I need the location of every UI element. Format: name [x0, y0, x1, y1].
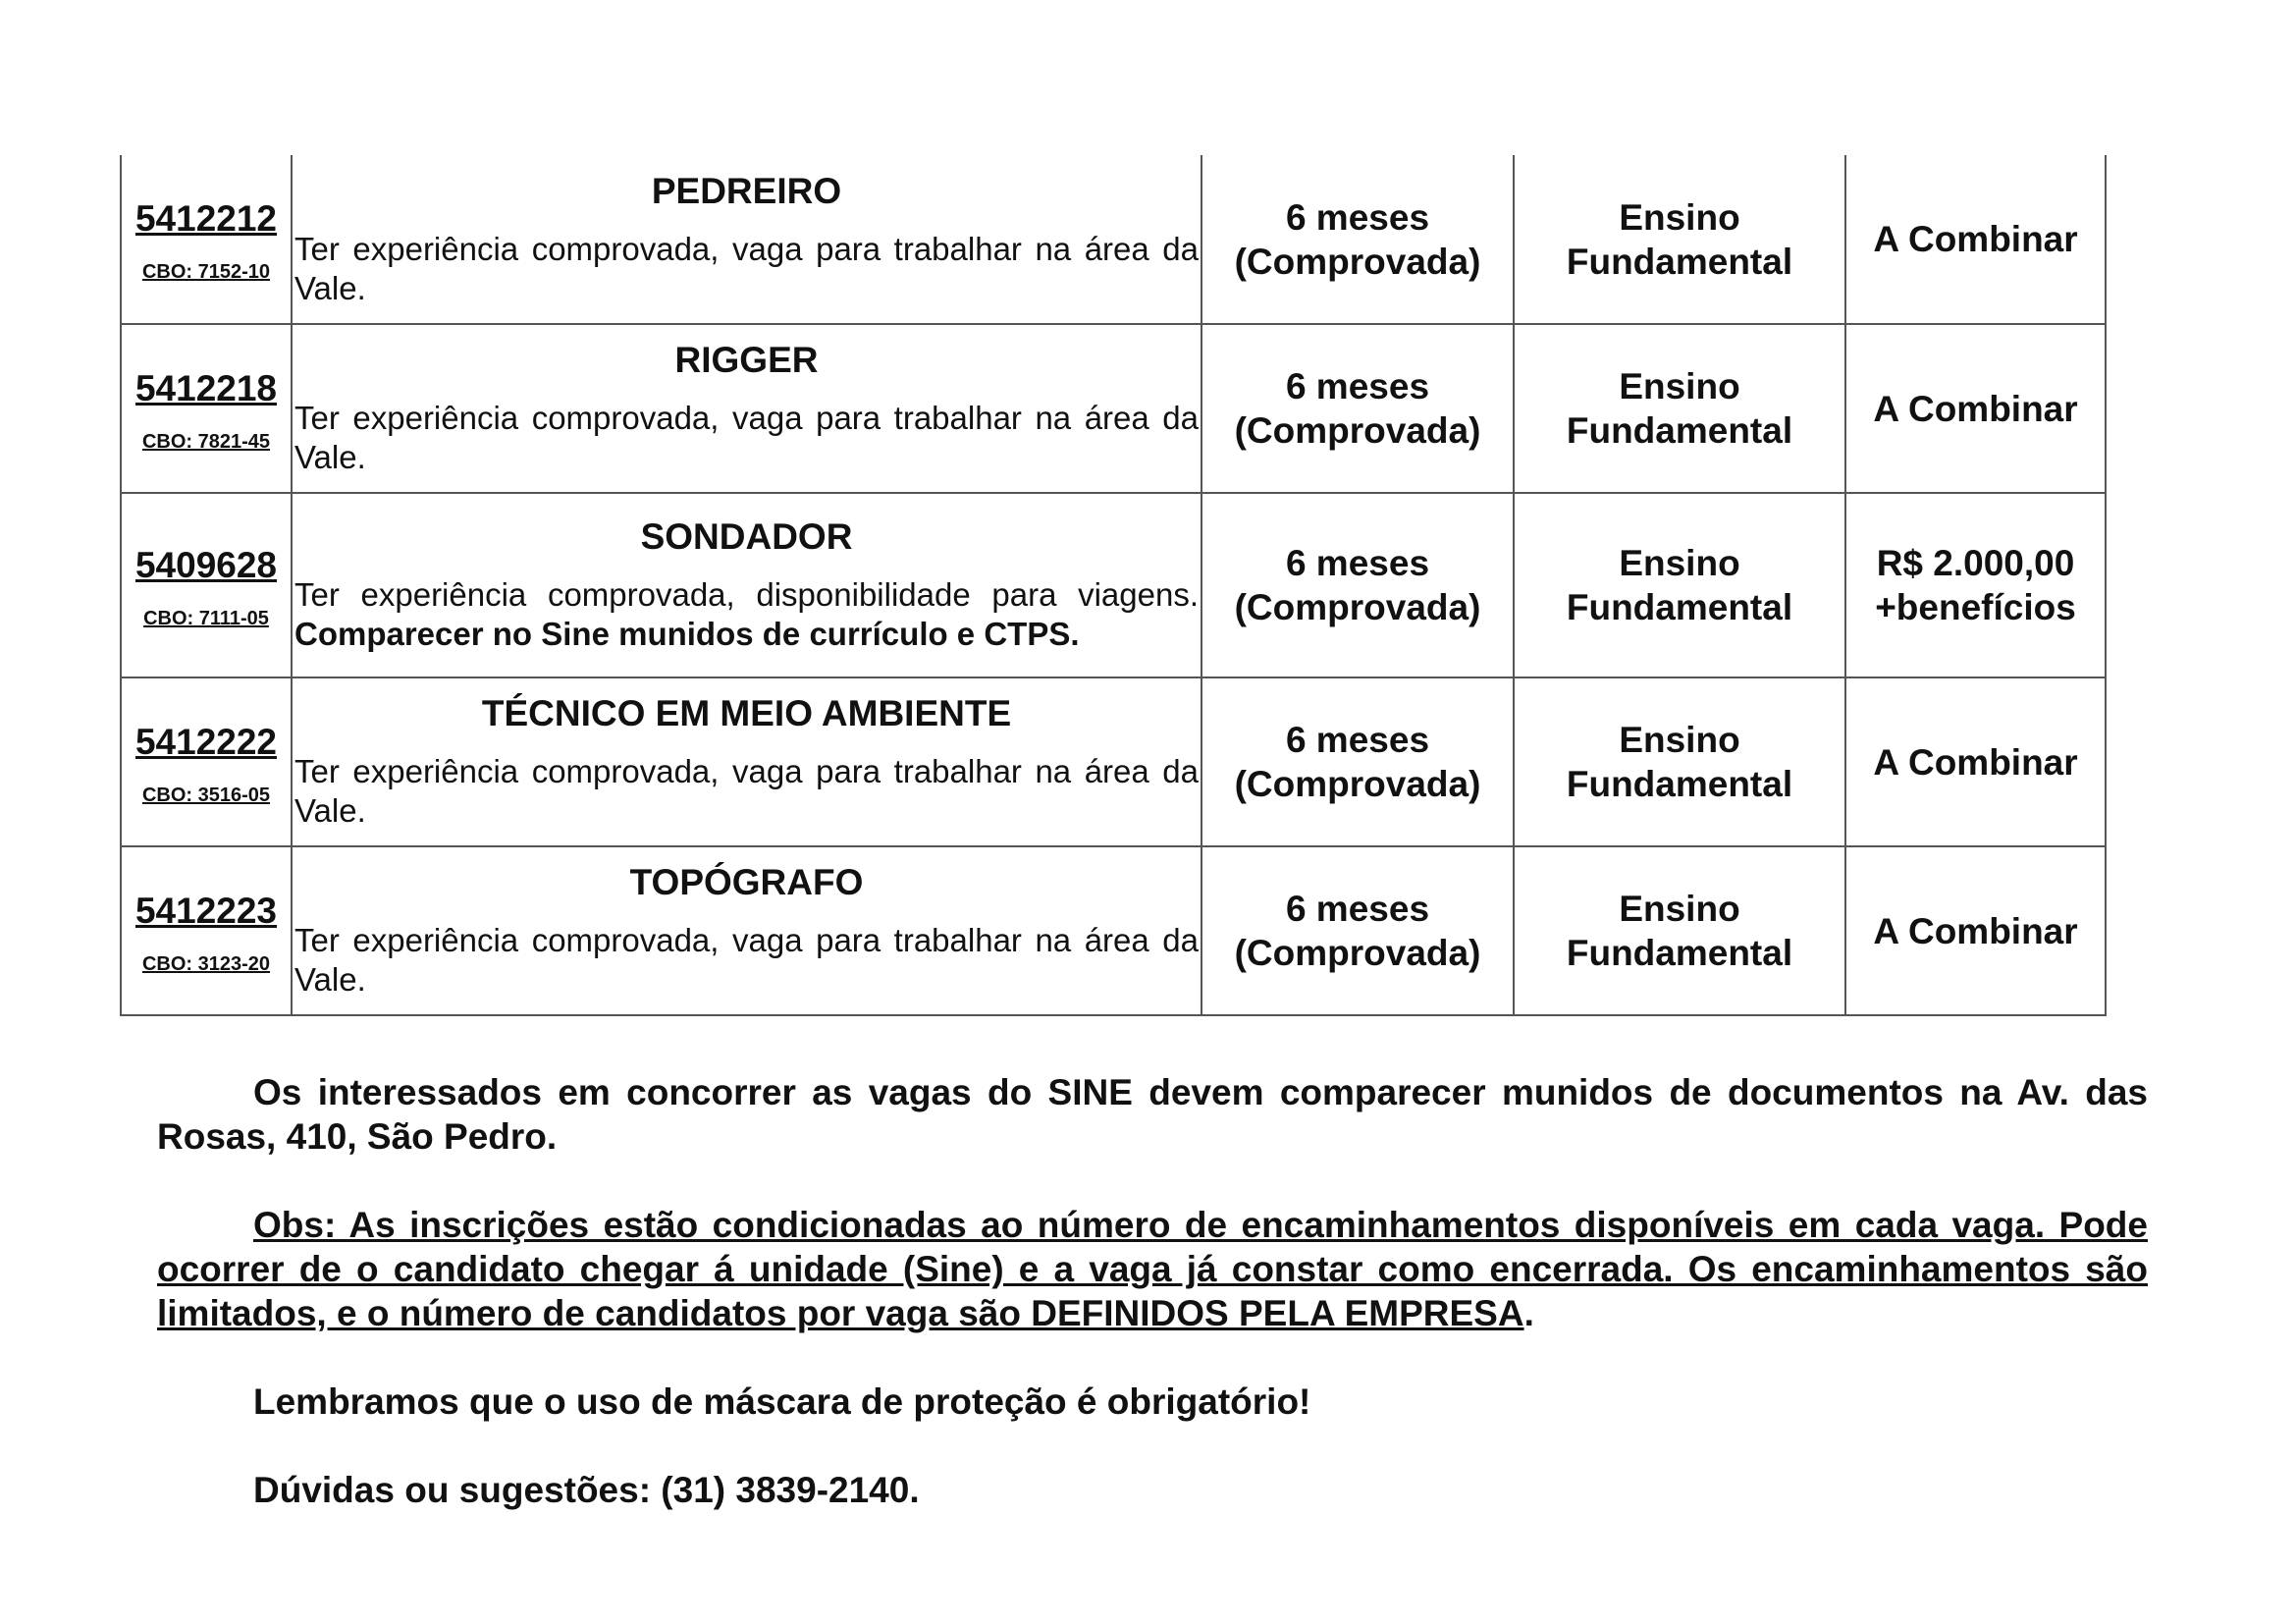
cbo-code: CBO: 3123-20 — [141, 952, 271, 975]
job-description: Ter experiência comprovada, vaga para trabalhar na área da Vale. — [294, 922, 1199, 998]
cbo-code: CBO: 7821-45 — [141, 430, 271, 453]
table-row — [121, 155, 2106, 324]
job-code-cell — [121, 846, 292, 1015]
education-level: Ensino — [1619, 720, 1740, 760]
job-title: PEDREIRO — [651, 170, 842, 211]
job-code: 5412223 — [134, 890, 278, 931]
cbo-code: CBO: 7152-10 — [141, 261, 271, 283]
education-level: Ensino — [1619, 366, 1740, 406]
job-description: Ter experiência comprovada, vaga para trabalhar na área da Vale. — [294, 400, 1199, 475]
job-code-cell — [121, 493, 292, 677]
experience-cell — [1201, 677, 1514, 846]
experience-cell — [1201, 155, 1514, 324]
job-description-cell — [292, 155, 1201, 324]
cbo-code: CBO: 3516-05 — [141, 784, 271, 806]
obs-paragraph — [157, 1203, 2148, 1335]
job-code: 5409628 — [134, 544, 278, 585]
experience-note: (Comprovada) — [1234, 933, 1481, 973]
salary: A Combinar — [1873, 219, 2078, 259]
education-cell — [1514, 846, 1845, 1015]
education-level: Ensino — [1619, 196, 1740, 238]
salary: A Combinar — [1873, 388, 2078, 429]
job-code: 5412212 — [134, 198, 278, 239]
job-description: Ter experiência comprovada, vaga para trabalhar na área da Vale. — [294, 230, 1199, 306]
contact-info: Dúvidas ou sugestões: (31) 3839-2140. — [253, 1470, 920, 1510]
education-cell — [1514, 677, 1845, 846]
salary: A Combinar — [1873, 910, 2078, 951]
experience-duration: 6 meses — [1285, 543, 1430, 583]
job-description-emphasis: Comparecer no Sine munidos de currículo e CTPS. — [294, 616, 1080, 652]
experience-duration: 6 meses — [1285, 889, 1430, 929]
salary-cell — [1845, 677, 2106, 846]
experience-cell — [1201, 846, 1514, 1015]
salary: R$ 2.000,00 — [1876, 543, 2075, 583]
salary: A Combinar — [1873, 741, 2078, 783]
salary-cell — [1845, 155, 2106, 324]
experience-duration: 6 meses — [1285, 196, 1430, 238]
education-cell — [1514, 493, 1845, 677]
education-cell — [1514, 155, 1845, 324]
job-code: 5412222 — [134, 721, 278, 762]
table-row — [121, 324, 2106, 493]
obs-end: . — [1523, 1293, 1534, 1333]
salary-benefits: +benefícios — [1875, 587, 2076, 627]
experience-duration: 6 meses — [1285, 720, 1430, 760]
job-listings-table — [120, 155, 2107, 1016]
experience-note: (Comprovada) — [1234, 764, 1481, 804]
salary-cell — [1845, 493, 2106, 677]
job-description-cell — [292, 846, 1201, 1015]
education-level-detail: Fundamental — [1566, 764, 1793, 804]
job-description-cell — [292, 493, 1201, 677]
experience-note: (Comprovada) — [1234, 410, 1481, 451]
job-code-cell — [121, 677, 292, 846]
table-row — [121, 677, 2106, 846]
job-description: Ter experiência comprovada, disponibilidade para viagens. Comparecer no Sine munidos de currículo e CTPS. — [294, 576, 1199, 652]
salary-cell — [1845, 846, 2106, 1015]
cbo-code: CBO: 7111-05 — [143, 607, 269, 629]
experience-cell — [1201, 324, 1514, 493]
job-title: TOPÓGRAFO — [629, 862, 864, 902]
job-description-cell — [292, 324, 1201, 493]
obs-note: Obs: As inscrições estão condicionadas ao número de encaminhamentos disponíveis em cada vaga. Pode ocorrer de o candidato chegar á unidade (Sine) e a vaga já constar como encerrada. Os encaminhamentos são limitados, e o número de candidatos por vaga são DEFINIDOS PELA EMPRESA — [157, 1205, 2148, 1333]
education-level-detail: Fundamental — [1566, 410, 1793, 451]
job-code-cell — [121, 324, 292, 493]
job-code-cell — [121, 155, 292, 324]
interest-paragraph: Os interessados em concorrer as vagas do SINE devem comparecer munidos de documentos na Av. das Rosas, 410, São Pedro. — [157, 1072, 2148, 1157]
experience-duration: 6 meses — [1285, 366, 1430, 406]
job-title: RIGGER — [674, 340, 819, 380]
salary-cell — [1845, 324, 2106, 493]
job-code: 5412218 — [134, 367, 278, 408]
education-level-detail: Fundamental — [1566, 933, 1793, 973]
job-title: SONDADOR — [640, 516, 853, 557]
mask-reminder: Lembramos que o uso de máscara de proteção é obrigatório! — [253, 1381, 1311, 1422]
education-level: Ensino — [1619, 889, 1740, 929]
experience-note: (Comprovada) — [1234, 241, 1481, 282]
experience-cell — [1201, 493, 1514, 677]
education-level: Ensino — [1619, 543, 1740, 583]
job-description: Ter experiência comprovada, vaga para trabalhar na área da Vale. — [294, 753, 1199, 829]
table-row — [121, 493, 2106, 677]
job-title: TÉCNICO EM MEIO AMBIENTE — [481, 693, 1012, 733]
education-level-detail: Fundamental — [1566, 587, 1793, 627]
table-row — [121, 846, 2106, 1015]
experience-note: (Comprovada) — [1234, 587, 1481, 627]
job-description-cell — [292, 677, 1201, 846]
education-cell — [1514, 324, 1845, 493]
education-level-detail: Fundamental — [1566, 241, 1793, 282]
